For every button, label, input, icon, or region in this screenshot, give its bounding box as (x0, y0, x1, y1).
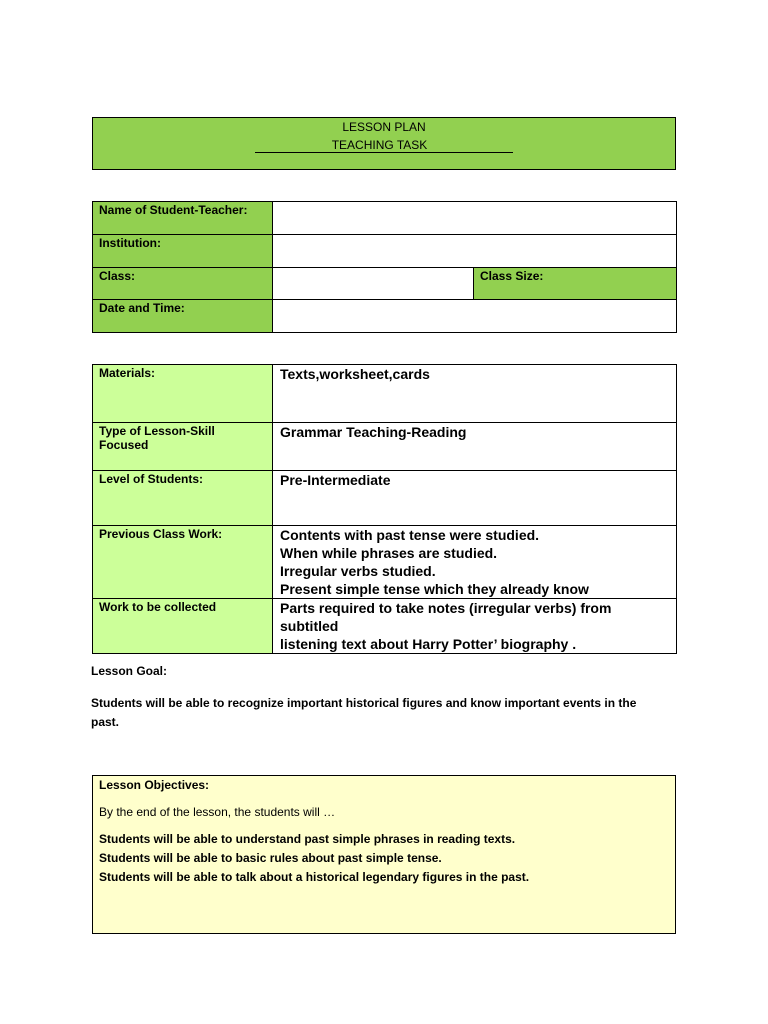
lesson-goal-line: past. (91, 715, 120, 729)
objective-item: Students will be able to basic rules about past simple tense. (99, 851, 442, 865)
lesson-type-label: Type of Lesson-Skill Focused (93, 423, 273, 471)
materials-value: Texts,worksheet,cards (273, 365, 677, 423)
lesson-goal-text (91, 694, 681, 732)
previous-work-line: Present simple tense which they already know (280, 581, 589, 597)
previous-work-line: Contents with past tense were studied. (280, 527, 540, 543)
lesson-plan-header (92, 117, 676, 170)
work-collected-label: Work to be collected (93, 599, 273, 654)
class-size-label: Class Size: (474, 268, 677, 300)
objective-item: Students will be able to understand past simple phrases in reading texts. (99, 832, 516, 846)
teaching-task-subtitle: TEACHING TASK (255, 139, 514, 153)
lesson-objectives-label: Lesson Objectives: (99, 778, 210, 792)
lesson-objectives-intro: By the end of the lesson, the students will … (99, 805, 336, 819)
objective-item: Students will be able to talk about a historical legendary figures in the past. (99, 870, 530, 884)
lesson-goal-label: Lesson Goal: (91, 664, 168, 678)
lesson-plan-title: LESSON PLAN (342, 120, 426, 134)
lesson-objectives-list (99, 830, 669, 887)
previous-work-line: When while phrases are studied. (280, 545, 498, 561)
class-label: Class: (93, 268, 273, 300)
level-label: Level of Students: (93, 471, 273, 526)
lesson-type-value: Grammar Teaching-Reading (273, 423, 677, 471)
student-info-table (92, 201, 677, 333)
institution-label: Institution: (93, 235, 273, 268)
lesson-goal-line: Students will be able to recognize important historical figures and know important events in the (91, 696, 637, 710)
student-teacher-field[interactable] (273, 202, 677, 235)
institution-field[interactable] (273, 235, 677, 268)
level-value: Pre-Intermediate (273, 471, 677, 526)
lesson-objectives-box (92, 775, 676, 934)
student-teacher-label: Name of Student-Teacher: (93, 202, 273, 235)
materials-label: Materials: (93, 365, 273, 423)
previous-work-value (273, 526, 677, 599)
work-collected-value (273, 599, 677, 654)
date-time-label: Date and Time: (93, 300, 273, 333)
work-collected-line: Parts required to take notes (irregular verbs) from subtitled (280, 600, 612, 634)
class-field[interactable] (273, 268, 474, 300)
date-time-field[interactable] (273, 300, 677, 333)
work-collected-line: listening text about Harry Potter’ biography . (280, 636, 577, 652)
previous-work-label: Previous Class Work: (93, 526, 273, 599)
lesson-details-table (92, 364, 677, 654)
previous-work-line: Irregular verbs studied. (280, 563, 436, 579)
